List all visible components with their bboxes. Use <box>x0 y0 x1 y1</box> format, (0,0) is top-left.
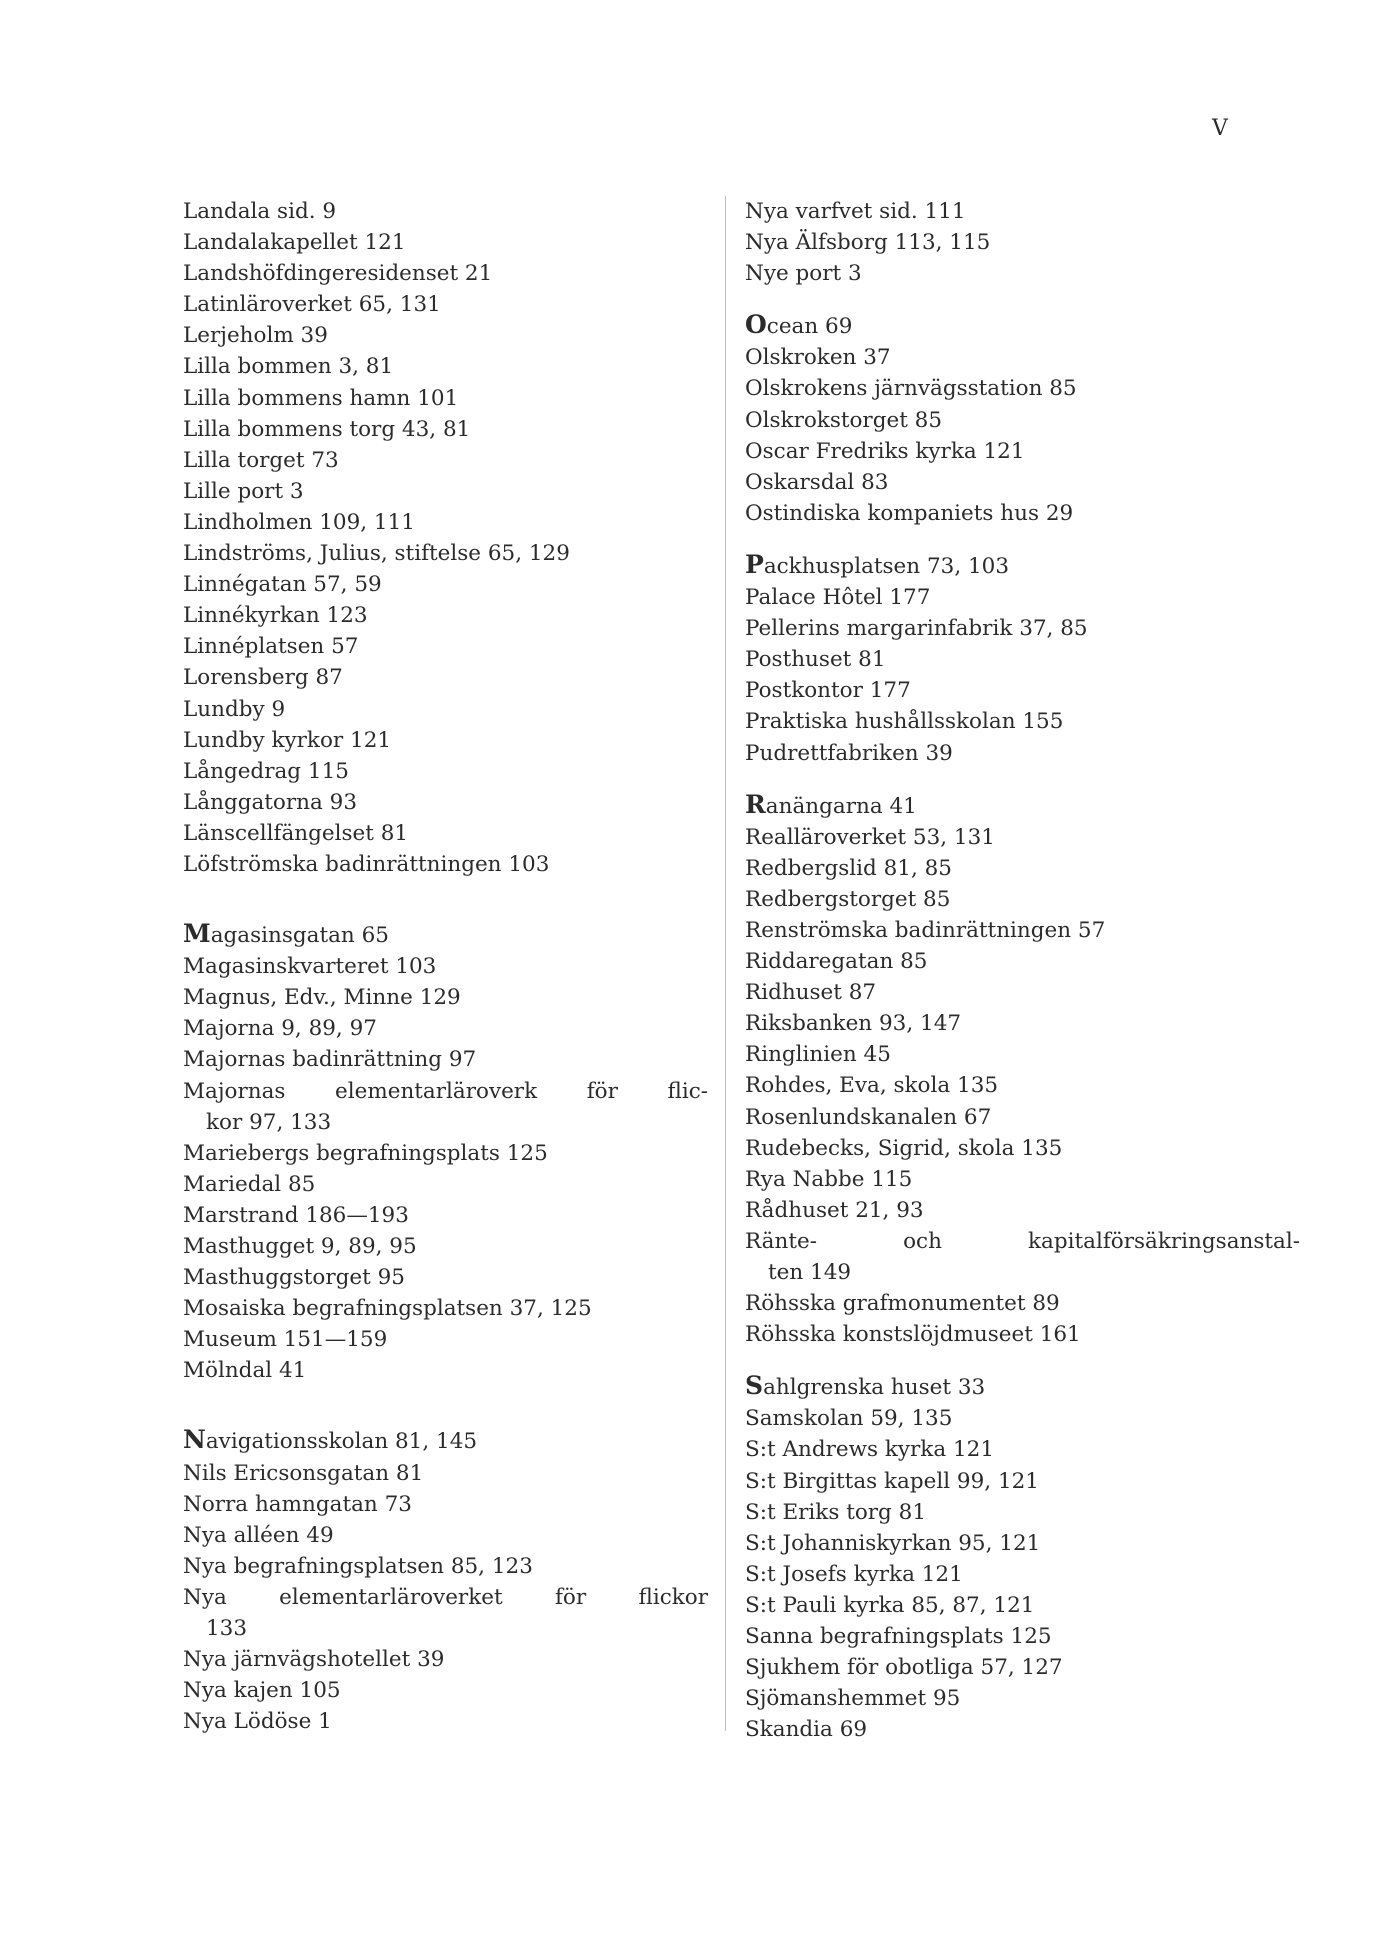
index-entry: Majornas badinrättning 97 <box>183 1047 477 1073</box>
index-entry <box>745 549 1300 582</box>
index-entry: Pudrettfabriken 39 <box>745 740 953 766</box>
index-entry-continuation: 133 <box>206 1616 248 1642</box>
index-entry: Postkontor 177 <box>745 678 911 704</box>
index-entry: Oskarsdal 83 <box>745 469 889 495</box>
index-entry: Nya varfvet sid. 111 <box>745 199 966 224</box>
index-group-p <box>745 549 1300 769</box>
index-entry: Nya begrafningsplatsen 85, 123 <box>183 1553 533 1579</box>
index-entry: Linnékyrkan 123 <box>183 603 368 629</box>
index-column-right <box>745 196 1300 1745</box>
index-entry: Lundby kyrkor 121 <box>183 727 392 753</box>
index-entry: Rådhuset 21, 93 <box>745 1197 924 1223</box>
page-number: V <box>1212 116 1229 141</box>
index-entry-text: ackhusplatsen 73, 103 <box>763 553 1010 579</box>
index-entry: Mosaiska begrafningsplatsen 37, 125 <box>183 1296 592 1322</box>
index-entry: S:t Andrews kyrka 121 <box>745 1437 995 1463</box>
index-entry: Redbergstorget 85 <box>745 886 951 912</box>
index-entry: Museum 151—159 <box>183 1327 388 1353</box>
section-initial: R <box>745 789 766 819</box>
index-entry: Linnégatan 57, 59 <box>183 572 382 598</box>
index-entry: Palace Hôtel 177 <box>745 585 931 611</box>
index-entry: Sjömanshemmet 95 <box>745 1686 961 1712</box>
index-entry: Norra hamngatan 73 <box>183 1491 412 1517</box>
index-entry: Nya elementarläroverket för flickor <box>183 1584 708 1610</box>
index-entry: Långedrag 115 <box>183 758 349 784</box>
index-entry: Nya järnvägshotellet 39 <box>183 1647 445 1673</box>
index-entry: Olskroken 37 <box>745 345 891 371</box>
index-entry: Rosenlundskanalen 67 <box>745 1104 992 1130</box>
index-entry: Mariedal 85 <box>183 1171 316 1197</box>
index-entry: Nya Älfsborg 113, 115 <box>745 230 991 256</box>
index-entry: Länscellfängelset 81 <box>183 820 409 846</box>
index-entry: Ostindiska kompaniets hus 29 <box>745 500 1074 526</box>
index-entry <box>745 789 1300 822</box>
index-group-l <box>183 196 708 880</box>
index-group-o <box>745 309 1300 529</box>
section-initial: M <box>183 919 211 949</box>
index-group-r <box>745 789 1300 1351</box>
section-initial: N <box>183 1425 206 1455</box>
index-entry-continuation: ten 149 <box>768 1260 852 1285</box>
index-entry: Löfströmska badinrättningen 103 <box>183 851 550 877</box>
index-entry: Posthuset 81 <box>745 647 886 673</box>
index-entry: Majorna 9, 89, 97 <box>183 1016 377 1042</box>
index-entry: Olskrokens järnvägsstation 85 <box>745 376 1077 402</box>
index-entry: S:t Josefs kyrka 121 <box>745 1561 963 1587</box>
index-entry: Riddaregatan 85 <box>745 949 928 975</box>
index-entry: Redbergslid 81, 85 <box>745 855 952 881</box>
section-initial: S <box>745 1371 764 1401</box>
index-group-n <box>183 1424 708 1737</box>
index-entry: Röhsska grafmonumentet 89 <box>745 1291 1060 1317</box>
index-entry-text: agasinsgatan 65 <box>210 923 389 949</box>
index-entry: Latinläroverket 65, 131 <box>183 292 441 318</box>
index-entry <box>183 1424 708 1457</box>
index-entry: Nya Lödöse 1 <box>183 1709 332 1735</box>
index-entry: S:t Eriks torg 81 <box>745 1499 927 1525</box>
index-entry: Nya alléen 49 <box>183 1522 334 1548</box>
index-column-left <box>183 196 708 1737</box>
index-entry: Landshöfdingeresidenset 21 <box>183 261 493 287</box>
index-entry: Praktiska hushållsskolan 155 <box>745 709 1064 735</box>
index-entry: Lilla bommens hamn 101 <box>183 385 459 411</box>
index-entry: Rya Nabbe 115 <box>745 1166 913 1192</box>
index-entry: Landalakapellet 121 <box>183 230 406 256</box>
index-entry <box>183 918 708 951</box>
index-entry: Lindströms, Julius, stiftelse 65, 129 <box>183 541 570 567</box>
column-divider <box>725 196 726 1731</box>
index-entry: Majornas elementarläroverk för flic- <box>183 1078 708 1104</box>
index-entry: Nye port 3 <box>745 261 862 287</box>
index-entry: Ränte- och kapitalförsäkringsanstal- <box>745 1228 1300 1254</box>
index-entry: Realläroverket 53, 131 <box>745 824 995 850</box>
index-entry-text: ahlgrenska huset 33 <box>763 1375 986 1401</box>
index-entry: Skandia 69 <box>745 1717 868 1743</box>
index-entry: Riksbanken 93, 147 <box>745 1011 962 1037</box>
index-entry: Rudebecks, Sigrid, skola 135 <box>745 1135 1063 1161</box>
index-entry: Sanna begrafningsplats 125 <box>745 1624 1052 1650</box>
index-entry: Sjukhem för obotliga 57, 127 <box>745 1655 1063 1681</box>
index-entry: Magnus, Edv., Minne 129 <box>183 985 461 1011</box>
index-entry: S:t Birgittas kapell 99, 121 <box>745 1468 1039 1494</box>
index-entry: Oscar Fredriks kyrka 121 <box>745 438 1025 464</box>
index-entry: Marstrand 186—193 <box>183 1202 409 1228</box>
index-entry: Masthuggstorget 95 <box>183 1265 405 1291</box>
index-entry: Lille port 3 <box>183 478 304 504</box>
index-entry: Lilla bommen 3, 81 <box>183 354 394 380</box>
index-entry: Lilla bommens torg 43, 81 <box>183 416 471 442</box>
index-entry: Lerjeholm 39 <box>183 323 328 349</box>
section-initial: O <box>745 310 767 340</box>
index-entry <box>745 1370 1300 1403</box>
index-entry: S:t Pauli kyrka 85, 87, 121 <box>745 1592 1035 1618</box>
index-entry: Samskolan 59, 135 <box>745 1406 953 1432</box>
index-entry: Pellerins margarinfabrik 37, 85 <box>745 616 1088 642</box>
index-entry: Linnéplatsen 57 <box>183 634 359 660</box>
index-entry-text: cean 69 <box>766 314 853 340</box>
index-entry: Rohdes, Eva, skola 135 <box>745 1073 999 1099</box>
index-entry: Ridhuset 87 <box>745 980 877 1006</box>
index-entry: Mölndal 41 <box>183 1358 307 1384</box>
index-entry: Olskrokstorget 85 <box>745 407 943 433</box>
index-entry: Röhsska konstslöjdmuseet 161 <box>745 1322 1081 1348</box>
index-entry <box>745 309 1300 342</box>
index-entry: Mariebergs begrafningsplats 125 <box>183 1140 548 1166</box>
index-entry: Nya kajen 105 <box>183 1678 341 1704</box>
index-entry: Ringlinien 45 <box>745 1042 891 1068</box>
index-entry: Lilla torget 73 <box>183 447 339 473</box>
index-entry-continuation: kor 97, 133 <box>206 1109 332 1135</box>
index-entry-text: anängarna 41 <box>765 793 917 819</box>
index-entry: S:t Johanniskyrkan 95, 121 <box>745 1530 1041 1556</box>
index-entry-text: avigationsskolan 81, 145 <box>205 1429 478 1455</box>
index-entry: Landala sid. 9 <box>183 199 337 224</box>
index-group-s <box>745 1370 1300 1745</box>
index-entry: Renströmska badinrättningen 57 <box>745 917 1106 943</box>
index-entry: Långgatorna 93 <box>183 789 358 815</box>
index-entry: Masthugget 9, 89, 95 <box>183 1234 417 1259</box>
index-entry: Lindholmen 109, 111 <box>183 509 415 535</box>
index-entry: Lorensberg 87 <box>183 665 343 691</box>
index-group-m <box>183 918 708 1386</box>
index-entry: Magasinskvarteret 103 <box>183 954 437 980</box>
index-entry: Lundby 9 <box>183 696 286 722</box>
section-initial: P <box>745 549 764 579</box>
index-group-n-cont <box>745 196 1300 289</box>
index-entry: Nils Ericsonsgatan 81 <box>183 1460 424 1486</box>
